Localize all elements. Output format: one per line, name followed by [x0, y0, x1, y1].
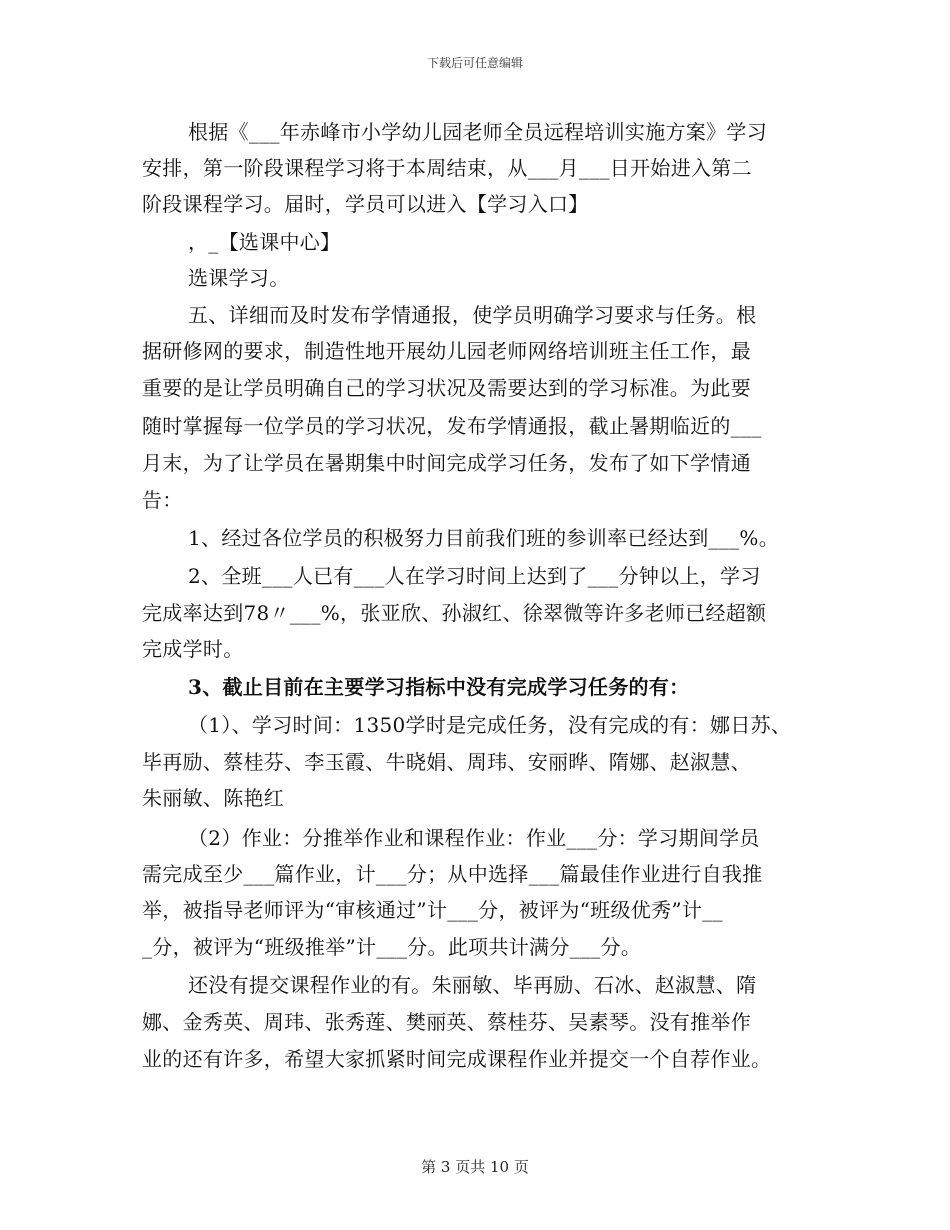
paragraph-line: 毕再励、蔡桂芬、李玉霞、牛晓娟、周玮、安丽晔、隋娜、赵淑慧、 [142, 750, 751, 774]
paragraph-line: 业的还有许多，希望大家抓紧时间完成课程作业并提交一个自荐作业。 [142, 1047, 772, 1071]
paragraph-line: （2）作业：分推举作业和课程作业：作业___分：学习期间学员 [188, 826, 760, 850]
paragraph-line: 据研修网的要求，制造性地开展幼儿园老师网络培训班主任工作，最 [142, 339, 751, 363]
paragraph-line: 举，被指导老师评为“审核通过”计___分，被评为“班级优秀”计__ [142, 898, 723, 922]
paragraph-line: 完成学时。 [142, 637, 244, 661]
paragraph-line: 娜、金秀英、周玮、张秀莲、樊丽英、蔡桂芬、吴素琴。没有推举作 [142, 1010, 751, 1034]
paragraph-line: 五、详细而及时发布学情通报，使学员明确学习要求与任务。根 [188, 303, 757, 327]
paragraph-line: （1）、学习时间：1350学时是完成任务，没有完成的有：娜日苏、 [188, 713, 792, 737]
paragraph-line: 需完成至少___篇作业，计___分；从中选择___篇最佳作业进行自我推 [142, 862, 763, 886]
page-header: 下载后可任意编辑 [426, 56, 523, 70]
paragraph-line: 随时掌握每一位学员的学习状况，发布学情通报，截止暑期临近的___ [142, 414, 762, 438]
paragraph-line: 还没有提交课程作业的有。朱丽敏、毕再励、石冰、赵淑慧、隋 [188, 973, 757, 997]
paragraph-line: 告： [142, 488, 183, 512]
page-footer: 第 3 页共 10 页 [421, 1158, 529, 1176]
paragraph-line: ，_【选课中心】 [188, 230, 341, 254]
paragraph-line: 选课学习。 [188, 266, 290, 290]
paragraph-line: 月末，为了让学员在暑期集中时间完成学习任务，发布了如下学情通 [142, 451, 751, 475]
paragraph-line: 安排，第一阶段课程学习将于本周结束，从___月___日开始进入第二 [142, 156, 752, 180]
paragraph-line: 朱丽敏、陈艳红 [142, 786, 285, 810]
paragraph-line: 重要的是让学员明确自己的学习状况及需要达到的学习标准。为此要 [142, 376, 751, 400]
paragraph-line: 2、全班___人已有___人在学习时间上达到了___分钟以上，学习 [188, 564, 761, 588]
paragraph-line: 根据《___年赤峰市小学幼儿园老师全员远程培训实施方案》学习 [188, 120, 767, 144]
section-heading: 3、截止目前在主要学习指标中没有完成学习任务的有： [188, 675, 690, 699]
paragraph-line: _分，被评为“班级推举”计___分。此项共计满分___分。 [142, 935, 642, 959]
paragraph-line: 1、经过各位学员的积极努力目前我们班的参训率已经达到___%。 [188, 526, 780, 550]
paragraph-line: 阶段课程学习。届时，学员可以进入【学习入口】 [142, 192, 589, 216]
paragraph-line: 完成率达到78〃___%，张亚欣、孙淑红、徐翠微等许多老师已经超额 [142, 601, 767, 625]
